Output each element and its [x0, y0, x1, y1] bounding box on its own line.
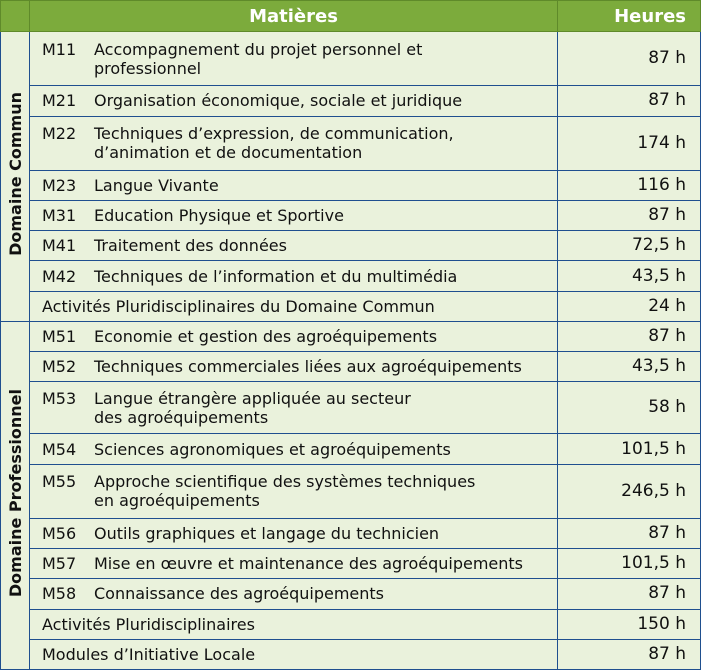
subject-cell: [30, 434, 558, 464]
subject-name: Mise en œuvre et maintenance des agroéquipements: [94, 554, 523, 574]
hours-value: 87 h: [558, 518, 701, 548]
subject-name-cont: d’animation et de documentation: [94, 143, 363, 163]
module-code: M56: [42, 524, 77, 544]
table-row: [1, 579, 701, 609]
table-row: [1, 321, 701, 351]
table-row: [1, 351, 701, 381]
subject-name: Economie et gestion des agroéquipements: [94, 326, 438, 346]
subject-cell: [30, 382, 558, 434]
table-row: [1, 201, 701, 231]
module-code: M52: [42, 357, 77, 377]
hours-value: 150 h: [558, 609, 701, 639]
module-code: M53: [42, 388, 77, 408]
subject-cell: [30, 639, 558, 669]
subject-cell: [30, 351, 558, 381]
module-code: M51: [42, 326, 77, 346]
header-matieres: Matières: [30, 1, 558, 32]
hours-value: 87 h: [558, 579, 701, 609]
hours-value: 87 h: [558, 639, 701, 669]
module-code: M23: [42, 175, 77, 195]
table-row: [1, 32, 701, 86]
module-code: M31: [42, 206, 77, 226]
module-code: M21: [42, 91, 77, 111]
domain-professionnel-label: Domaine Professionnel: [5, 389, 25, 598]
subject-cell: [30, 609, 558, 639]
table-row: [1, 549, 701, 579]
table-row: [1, 464, 701, 518]
module-code: M54: [42, 439, 77, 459]
table-row: [1, 291, 701, 321]
subject-name: Activités Pluridisciplinaires du Domaine Commun: [42, 296, 435, 316]
header-corner: [1, 1, 30, 32]
subject-name: Accompagnement du projet personnel et: [94, 39, 423, 59]
subject-cell: [30, 464, 558, 518]
subject-cell: [30, 549, 558, 579]
module-code: M58: [42, 584, 77, 604]
subject-name: Langue Vivante: [94, 175, 219, 195]
module-code: M57: [42, 554, 77, 574]
table-row: [1, 434, 701, 464]
hours-value: 24 h: [558, 291, 701, 321]
hours-value: 87 h: [558, 321, 701, 351]
module-code: M22: [42, 124, 77, 144]
subject-name: Modules d’Initiative Locale: [42, 644, 256, 664]
subject-name: Techniques de l’information et du multimédia: [94, 266, 458, 286]
table-row: [1, 382, 701, 434]
module-code: M55: [42, 472, 77, 492]
subject-name: Approche scientifique des systèmes techniques: [94, 472, 476, 492]
subject-name: Education Physique et Sportive: [94, 206, 344, 226]
subject-cell: [30, 261, 558, 291]
hours-value: 116 h: [558, 170, 701, 200]
hours-value: 43,5 h: [558, 261, 701, 291]
hours-value: 246,5 h: [558, 464, 701, 518]
domain-professionnel-cell: [1, 321, 30, 669]
subject-cell: [30, 32, 558, 86]
hours-value: 72,5 h: [558, 231, 701, 261]
subject-name-cont: des agroéquipements: [94, 407, 269, 427]
subject-name: Outils graphiques et langage du technicien: [94, 524, 440, 544]
domain-commun-cell: [1, 32, 30, 322]
hours-value: 87 h: [558, 32, 701, 86]
subject-name-cont: en agroéquipements: [94, 491, 260, 511]
subject-name: Langue étrangère appliquée au secteur: [94, 388, 411, 408]
subject-cell: [30, 518, 558, 548]
hours-value: 174 h: [558, 116, 701, 170]
header-row: [1, 1, 701, 32]
module-code: M42: [42, 266, 77, 286]
table-row: [1, 170, 701, 200]
hours-value: 87 h: [558, 201, 701, 231]
table-row: [1, 116, 701, 170]
hours-value: 101,5 h: [558, 434, 701, 464]
subject-cell: [30, 291, 558, 321]
domain-commun-label: Domaine Commun: [5, 92, 25, 257]
subject-name: Techniques d’expression, de communication,: [94, 124, 454, 144]
subject-cell: [30, 116, 558, 170]
hours-value: 101,5 h: [558, 549, 701, 579]
hours-value: 87 h: [558, 86, 701, 116]
table-row: [1, 518, 701, 548]
subject-cell: [30, 86, 558, 116]
header-heures: Heures: [558, 1, 701, 32]
subject-name: Traitement des données: [94, 236, 287, 256]
subject-name: Activités Pluridisciplinaires: [42, 614, 255, 634]
subject-name-cont: professionnel: [94, 58, 202, 78]
subject-name: Connaissance des agroéquipements: [94, 584, 384, 604]
table-row: [1, 231, 701, 261]
table-row: [1, 86, 701, 116]
module-code: M11: [42, 39, 77, 59]
subject-name: Organisation économique, sociale et juridique: [94, 91, 463, 111]
table-row: [1, 261, 701, 291]
subject-name: Sciences agronomiques et agroéquipements: [94, 439, 451, 459]
subject-cell: [30, 321, 558, 351]
subject-cell: [30, 201, 558, 231]
table-row: [1, 609, 701, 639]
hours-value: 58 h: [558, 382, 701, 434]
table-row: [1, 639, 701, 669]
subject-cell: [30, 579, 558, 609]
hours-value: 43,5 h: [558, 351, 701, 381]
module-code: M41: [42, 236, 77, 256]
subject-name: Techniques commerciales liées aux agroéquipements: [94, 357, 522, 377]
subject-cell: [30, 170, 558, 200]
subject-cell: [30, 231, 558, 261]
